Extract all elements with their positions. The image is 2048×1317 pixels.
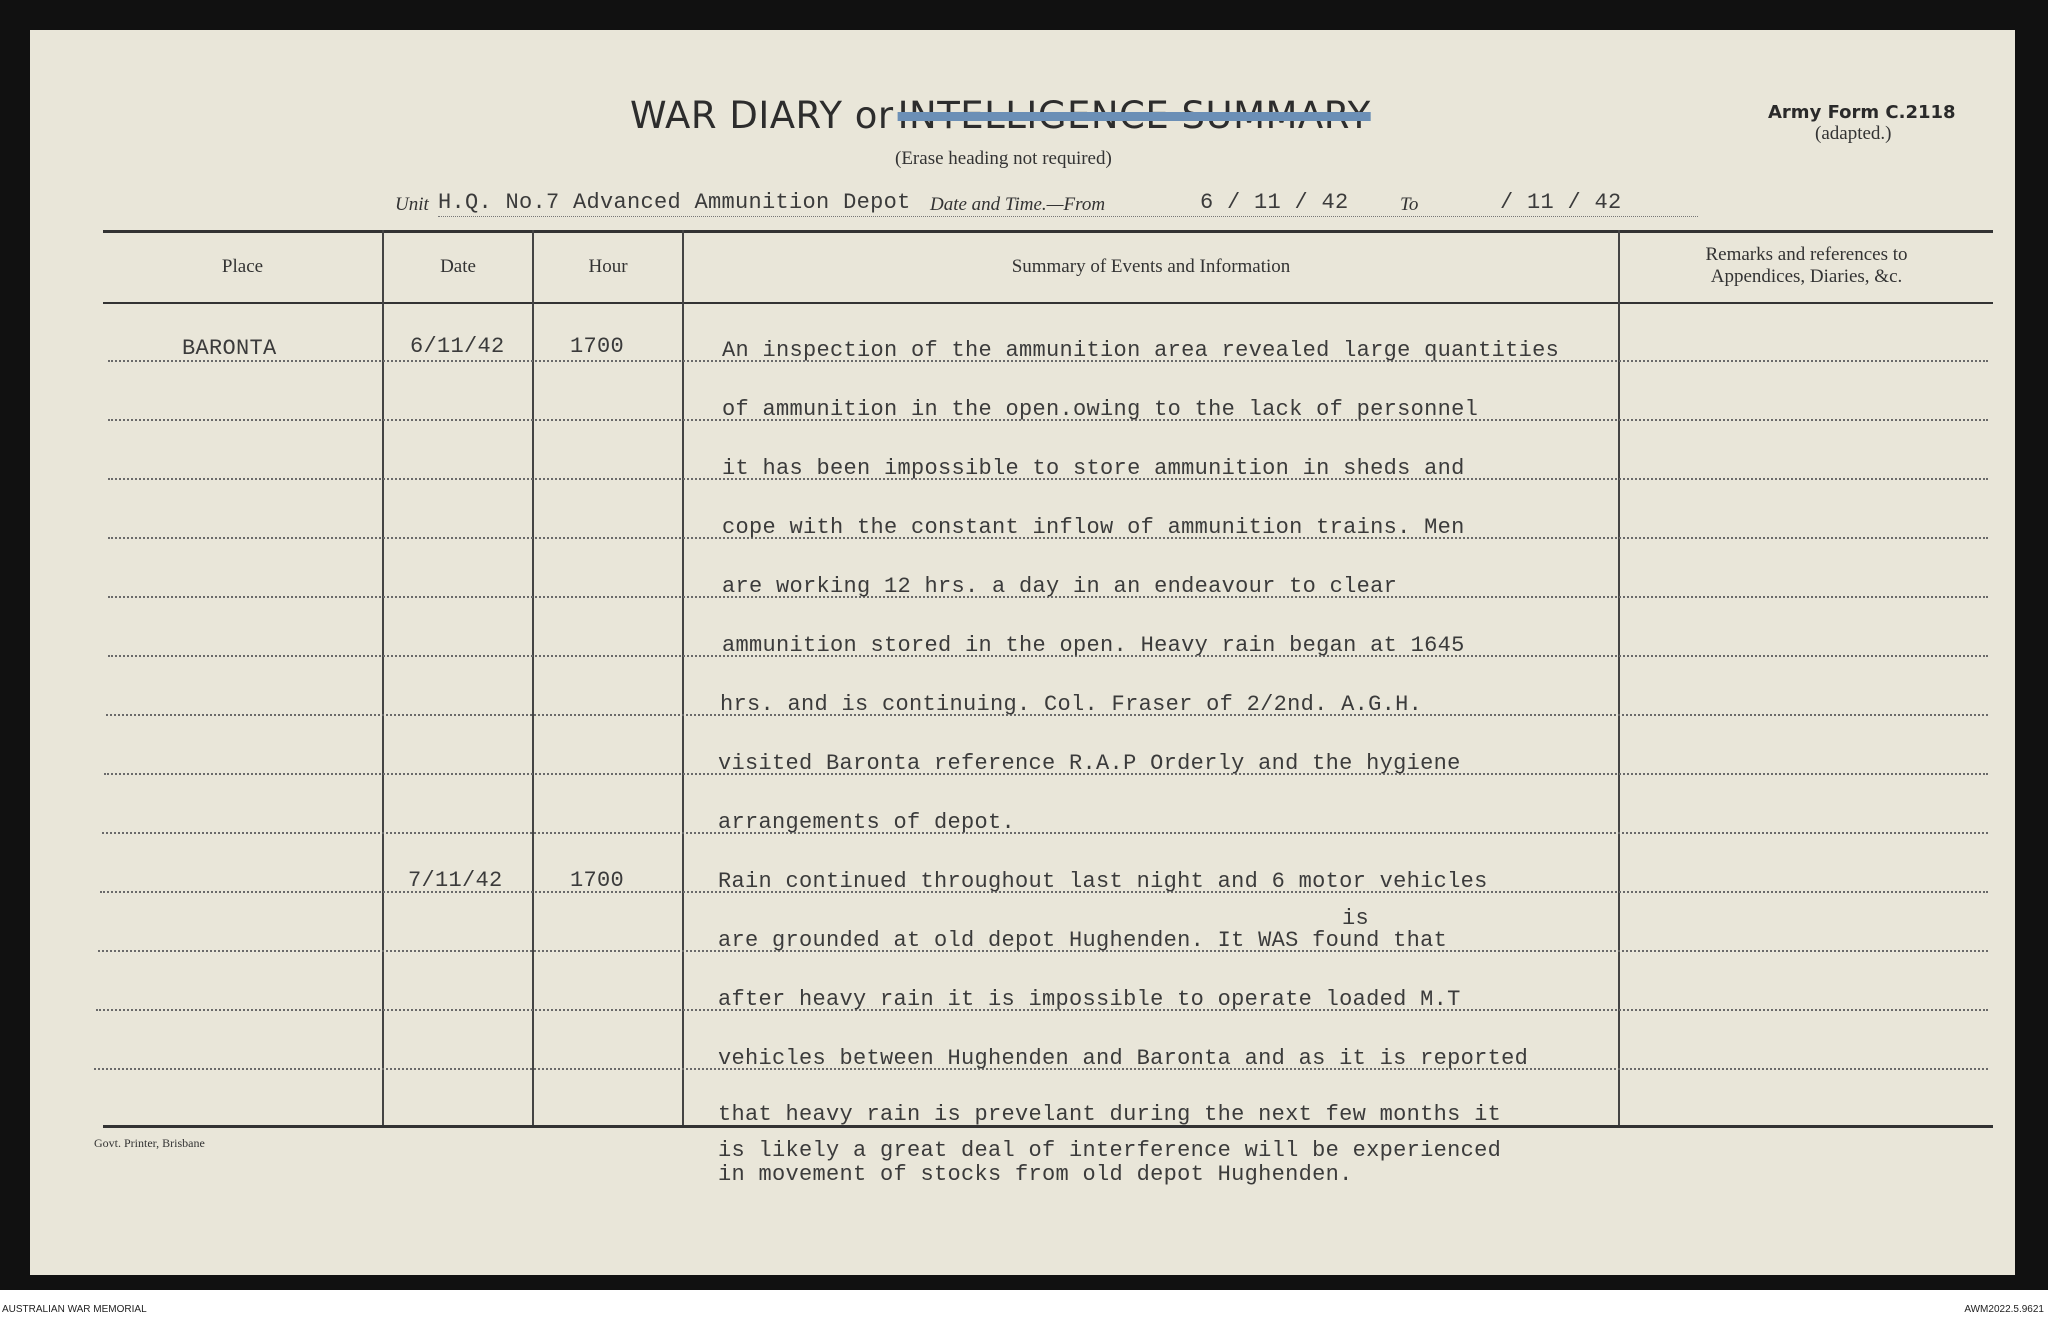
table-top-rule <box>103 230 1993 233</box>
summary-line: are working 12 hrs. a day in an endeavour to clear <box>722 574 1398 599</box>
summary-line: visited Baronta reference R.A.P Orderly and the hygiene <box>718 751 1461 776</box>
entry-hour: 1700 <box>570 334 625 359</box>
archive-caption-right: AWM2022.5.9621 <box>1964 1304 2044 1315</box>
summary-line: of ammunition in the open.owing to the lack of personnel <box>722 397 1479 422</box>
header-hour: Hour <box>588 256 628 277</box>
printer-imprint: Govt. Printer, Brisbane <box>94 1136 205 1150</box>
entry-place: BARONTA <box>182 336 277 361</box>
summary-line: is likely a great deal of interference will be experienced <box>718 1138 1502 1163</box>
form-title <box>630 94 1371 137</box>
entry-date: 6/11/42 <box>410 334 505 359</box>
army-form-label: Army Form C.2118 <box>1768 102 1956 123</box>
subtitle: (Erase heading not required) <box>895 148 1112 169</box>
unit-label: Unit <box>395 194 429 215</box>
summary-line: Rain continued throughout last night and 6 motor vehicles <box>718 869 1488 894</box>
header-remarks-line2: Appendices, Diaries, &c. <box>1710 266 1903 287</box>
archive-caption-left: AUSTRALIAN WAR MEMORIAL <box>2 1304 147 1315</box>
title-war-diary: WAR DIARY or <box>630 94 894 137</box>
summary-line: are grounded at old depot Hughenden. It WAS found that <box>718 928 1448 953</box>
summary-insert: is <box>1342 906 1370 931</box>
to-date-value: / 11 / 42 <box>1500 190 1622 215</box>
summary-line: arrangements of depot. <box>718 810 1016 835</box>
archive-caption-bar <box>0 1290 2048 1317</box>
summary-line: that heavy rain is prevelant during the next few months it <box>718 1102 1502 1127</box>
table-header-rule <box>103 302 1993 304</box>
col-divider-hour <box>682 230 684 1125</box>
col-divider-place <box>382 230 384 1125</box>
unit-line <box>438 216 1698 217</box>
from-date-value: 6 / 11 / 42 <box>1200 190 1349 215</box>
adapted-label: (adapted.) <box>1815 123 1892 144</box>
entry-date: 7/11/42 <box>408 868 503 893</box>
unit-value: H.Q. No.7 Advanced Ammunition Depot <box>438 190 911 215</box>
summary-line: after heavy rain it is impossible to operate loaded M.T <box>718 987 1461 1012</box>
summary-line: in movement of stocks from old depot Hughenden. <box>718 1162 1353 1187</box>
header-remarks-line1: Remarks and references to <box>1705 244 1908 265</box>
col-divider-date <box>532 230 534 1125</box>
entry-hour: 1700 <box>570 868 625 893</box>
summary-line: hrs. and is continuing. Col. Fraser of 2/2nd. A.G.H. <box>720 692 1423 717</box>
col-divider-summary <box>1618 230 1620 1125</box>
summary-line: An inspection of the ammunition area revealed large quantities <box>722 338 1560 363</box>
header-date: Date <box>440 256 476 277</box>
summary-line: vehicles between Hughenden and Baronta and as it is reported <box>718 1046 1529 1071</box>
document-sheet <box>30 30 2015 1275</box>
to-label: To <box>1400 194 1419 215</box>
summary-line: it has been impossible to store ammunition in sheds and <box>722 456 1465 481</box>
summary-line: cope with the constant inflow of ammunition trains. Men <box>722 515 1465 540</box>
summary-line: ammunition stored in the open. Heavy rain began at 1645 <box>722 633 1465 658</box>
header-place: Place <box>221 256 264 277</box>
title-intelligence-summary: INTELLIGENCE SUMMARY <box>897 94 1371 137</box>
header-summary: Summary of Events and Information <box>1011 256 1291 277</box>
ruled-line <box>102 832 1988 834</box>
date-time-label: Date and Time.—From <box>930 194 1106 215</box>
